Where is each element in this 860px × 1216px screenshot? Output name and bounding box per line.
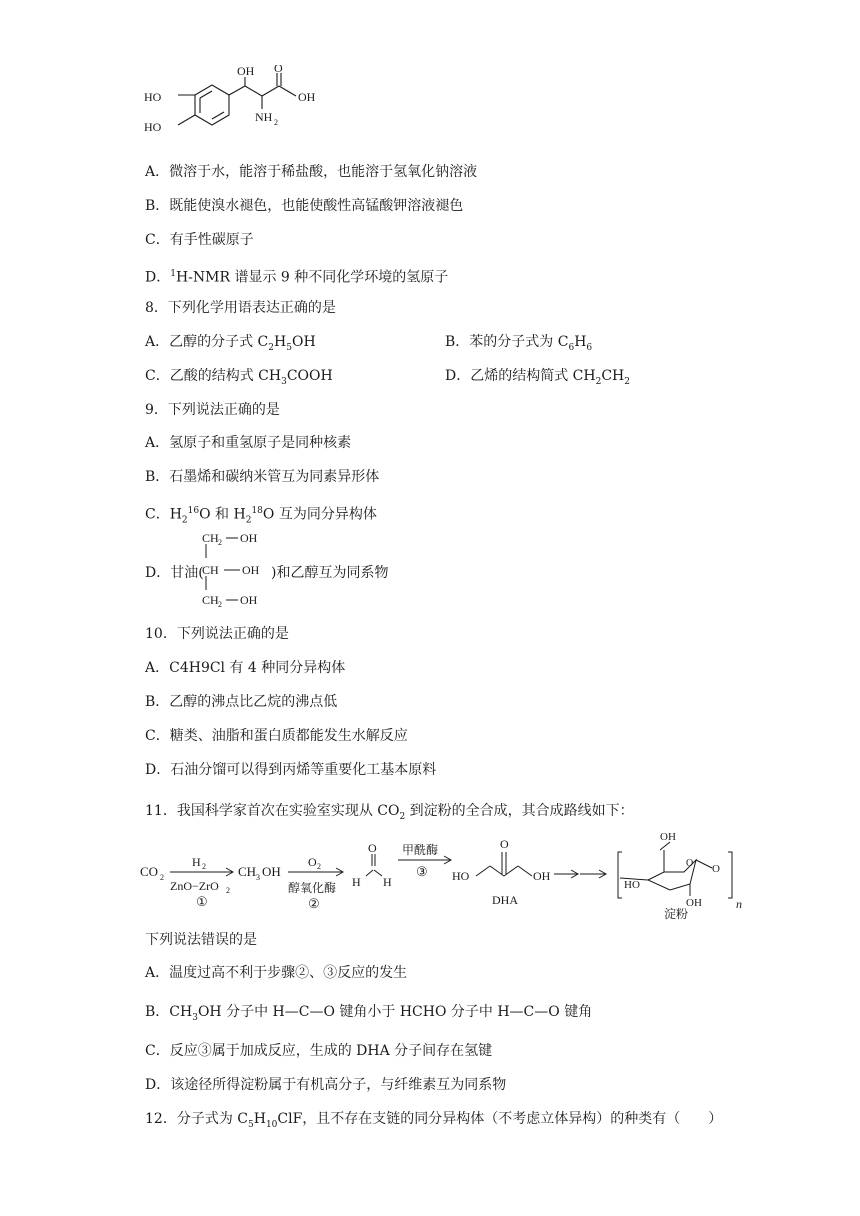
synthesis-route	[140, 828, 760, 920]
glycerol-structure	[198, 528, 278, 612]
q8-option-b: B．苯的分子式为 $C_6H_6$	[445, 334, 593, 353]
dha-oh: OH	[533, 869, 551, 883]
q11-option-d: D．该途径所得淀粉属于有机高分子，与纤维素互为同系物	[145, 1077, 507, 1093]
q11-sub-stem: 下列说法错误的是	[145, 932, 257, 948]
o-label: O	[274, 65, 283, 75]
svg-text:3: 3	[256, 873, 260, 882]
ho-label-2: HO	[144, 120, 162, 134]
svg-text:2: 2	[317, 862, 321, 871]
q8-option-d: D．乙烯的结构简式 $CH_2CH_2$	[445, 368, 630, 387]
ch-label: CH	[202, 563, 219, 577]
ch2-label-1: CH	[202, 531, 219, 545]
catalyst-label: ZnO−ZrO	[170, 879, 219, 893]
dha-ho: HO	[452, 869, 470, 883]
q8-stem: 8．下列化学用语表达正确的是	[145, 300, 336, 316]
ch3oh-label: CH	[238, 864, 257, 879]
q11-option-c: C．反应③属于加成反应，生成的 DHA 分子间存在氢键	[145, 1043, 493, 1059]
formaldehyde-h1: H	[352, 875, 361, 889]
step-2: ②	[308, 896, 320, 911]
o2-label: O	[308, 855, 317, 869]
q10-option-b: B．乙醇的沸点比乙烷的沸点低	[145, 694, 338, 710]
starch-ho: HO	[624, 879, 640, 891]
q11-option-b: B．$CH_3OH$ 分子中 H—C—O 键角小于 HCHO 分子中 H—C—O 键角	[145, 1004, 593, 1023]
ho-label-1: HO	[144, 90, 162, 104]
q12-stem: 12．分子式为 $C_5H_{10}ClF$，且不存在支链的同分异构体（不考虑立体异构）的种类有（ ）	[145, 1111, 723, 1130]
enzyme-1-label: 醇氧化酶	[288, 881, 337, 895]
oh-label-1: OH	[240, 531, 258, 545]
oh-label-3: OH	[240, 593, 258, 607]
co2-label: CO	[140, 864, 159, 879]
oh-label-right: OH	[298, 90, 316, 104]
h2-label: H	[192, 855, 201, 869]
q8-option-c: C．乙酸的结构式 $CH_3COOH$	[145, 368, 333, 387]
q9-option-d-suffix: )和乙醇互为同系物	[271, 565, 389, 581]
nh2-sub: 2	[274, 118, 278, 127]
q10-option-d: D．石油分馏可以得到丙烯等重要化工基本原料	[145, 762, 437, 778]
svg-text:2: 2	[226, 886, 230, 895]
q9-option-a: A．氢原子和重氢原子是同种核素	[145, 435, 352, 451]
dha-label: DHA	[492, 893, 518, 907]
svg-text:2: 2	[218, 538, 222, 547]
ch2-label-2: CH	[202, 593, 219, 607]
starch-ring-o: O	[686, 858, 694, 869]
q11-stem: 11．我国科学家首次在实验室实现从 $CO_2$ 到淀粉的全合成，其合成路线如下：	[145, 803, 634, 822]
q7-option-a: A．微溶于水，能溶于稀盐酸，也能溶于氢氧化钠溶液	[145, 164, 478, 180]
q7-option-d: D．$^1$H-NMR 谱显示 9 种不同化学环境的氢原子	[145, 269, 449, 286]
svg-text:2: 2	[218, 600, 222, 609]
q9-option-c: C．$H_2^{16}O$ 和 $H_2^{18}O$ 互为同分异构体	[145, 506, 377, 526]
svg-text:2: 2	[202, 862, 206, 871]
step-3: ③	[416, 864, 428, 879]
q7-structure	[140, 65, 350, 145]
starch-label: 淀粉	[664, 907, 689, 920]
dha-o: O	[500, 837, 509, 851]
oh-label-top: OH	[237, 65, 255, 78]
step-1: ①	[196, 894, 208, 909]
q9-option-b: B．石墨烯和碳纳米管互为同素异形体	[145, 469, 380, 485]
q8-option-a: A．乙醇的分子式 $C_2H_5OH$	[145, 334, 316, 353]
q9-stem: 9．下列说法正确的是	[145, 402, 280, 418]
svg-text:OH: OH	[262, 864, 281, 879]
svg-text:2: 2	[160, 873, 164, 882]
q10-option-c: C．糖类、油脂和蛋白质都能发生水解反应	[145, 728, 408, 744]
starch-oh-bottom: OH	[686, 897, 702, 909]
formaldehyde-h2: H	[383, 875, 392, 889]
q11-option-a: A．温度过高不利于步骤②、③反应的发生	[145, 965, 408, 981]
q7-option-c: C．有手性碳原子	[145, 232, 254, 248]
q9-option-d-prefix: D．甘油(	[145, 565, 204, 581]
starch-o-link: O	[712, 863, 720, 875]
formaldehyde-o: O	[368, 841, 377, 855]
starch-n: n	[736, 897, 742, 911]
q10-option-a: A．C4H9Cl 有 4 种同分异构体	[145, 660, 346, 676]
q7-option-b: B．既能使溴水褪色，也能使酸性高锰酸钾溶液褪色	[145, 198, 464, 214]
q10-stem: 10．下列说法正确的是	[145, 626, 289, 642]
enzyme-2-label: 甲酰酶	[402, 843, 439, 857]
nh2-label: NH	[255, 110, 273, 124]
starch-oh-top: OH	[660, 831, 676, 843]
oh-label-2: OH	[242, 563, 260, 577]
